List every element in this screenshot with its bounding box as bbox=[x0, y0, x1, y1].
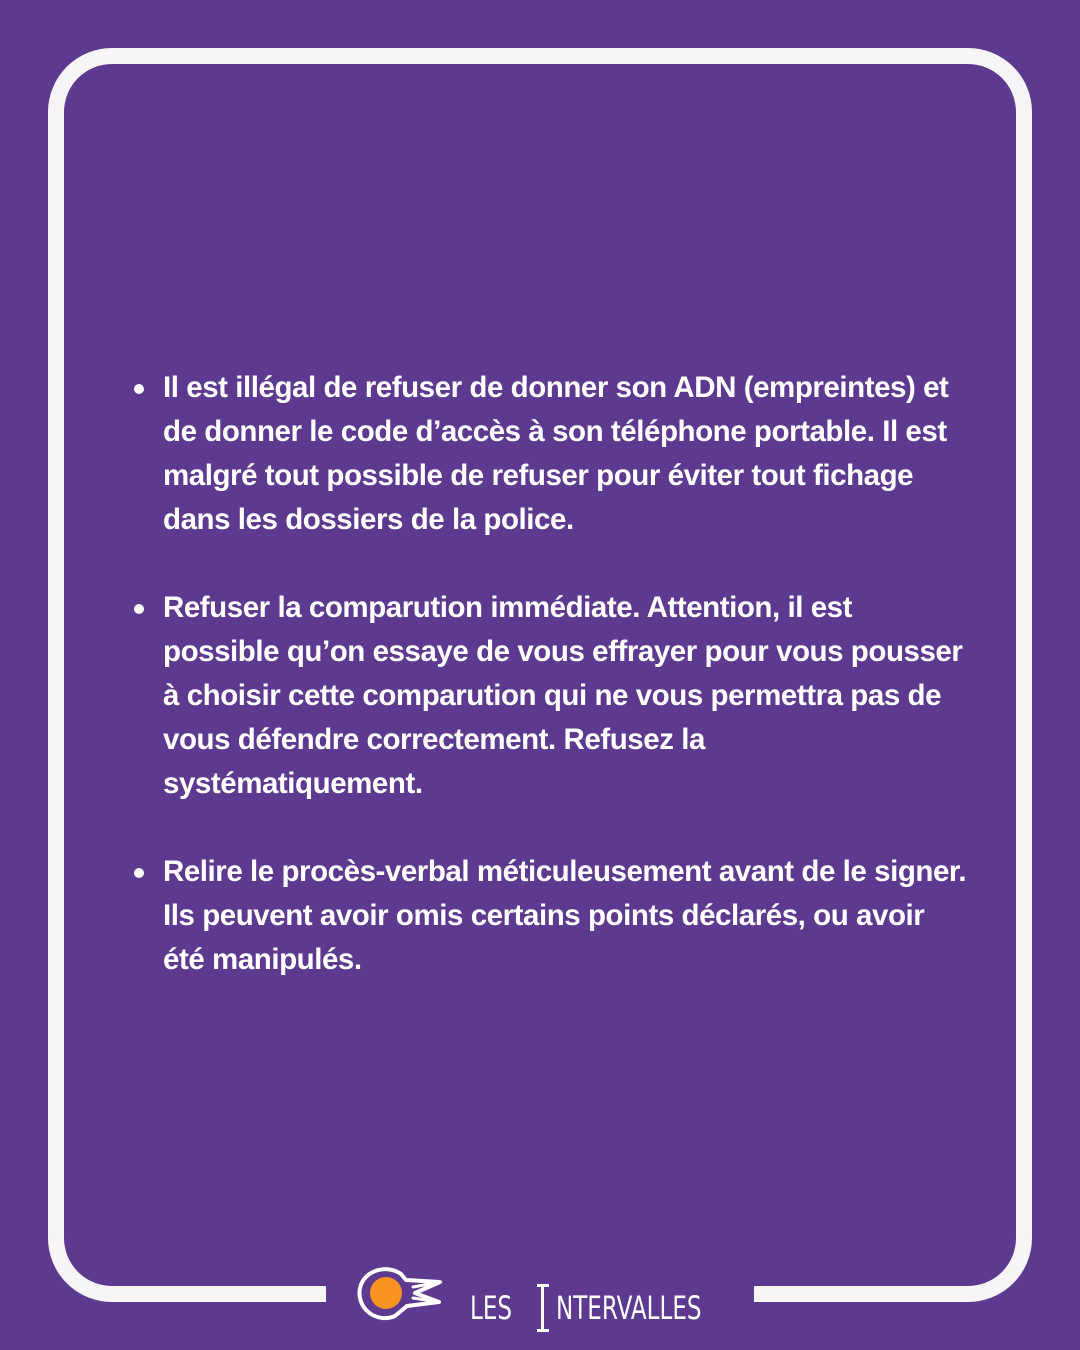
bullet-text-immediate-appearance: Refuser la comparution immédiate. Attention, il est possible qu’on essaye de vous effrayer pour vous pousser à choisir cette comparution qui ne vous permettra pas de vous défendre correctement. Refusez la systématiquement. bbox=[163, 591, 963, 800]
bullet-text-police-report: Relire le procès-verbal méticuleusement avant de le signer. Ils peuvent avoir omis certains points déclarés, ou avoir été manipulés. bbox=[163, 855, 967, 976]
logo-wordmark bbox=[470, 1288, 702, 1328]
bullet-icon bbox=[134, 868, 144, 878]
logo-word-intervalles-wrap bbox=[534, 1284, 552, 1332]
les-intervalles-logo bbox=[356, 1258, 756, 1328]
bullet-item-immediate-appearance bbox=[132, 586, 972, 806]
bullet-item-dna bbox=[132, 366, 972, 542]
bullet-icon bbox=[134, 384, 144, 394]
logo-tall-i-icon bbox=[534, 1284, 552, 1332]
logo-word-intervalles: NTERVALLES bbox=[556, 1289, 702, 1327]
bullet-item-police-report bbox=[132, 850, 972, 982]
bullet-list bbox=[132, 366, 972, 982]
bullet-icon bbox=[134, 604, 144, 614]
footer-logo-area bbox=[326, 1246, 754, 1342]
main-content bbox=[132, 366, 972, 982]
bullet-text-dna: Il est illégal de refuser de donner son ADN (empreintes) et de donner le code d’accès à son téléphone portable. Il est malgré tout possible de refuser pour éviter tout fichage dans les dossiers de la police. bbox=[163, 371, 949, 536]
logo-word-les: LES bbox=[470, 1289, 513, 1327]
orange-sun-comet-icon bbox=[356, 1258, 468, 1328]
